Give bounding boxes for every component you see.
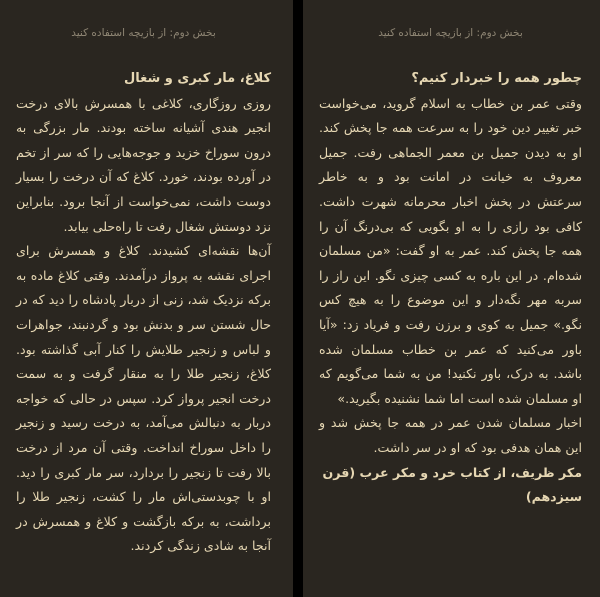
story-paragraph: آن‌ها نقشه‌ای کشیدند. کلاغ و همسرش برای اجرای نقشه به پرواز درآمدند. وقتی کلاغ ماده به برکه نزدیک شد، زنی از دربار پادشاه را دید که در حال شستن سر و بدنش بود و گردنبند، جواهرات و لباس و زنجیر طلایش را کنار آبی گذاشته بود. کلاغ، زنجیر طلا را به منقار گرفت و به سمت درخت انجیر پرواز کرد. سپس در حالی که خواجه دربار به دنبالش می‌آمد، به درخت رسید و زنجیر را داخل سوراخ انداخت. وقتی آن مرد از درخت بالا رفت تا زنجیر را بردارد، سر مار کبری را دید. او با چوبدستی‌اش مار را کشت، زنجیر طلا را برداشت، به برکه بازگشت و کلاغ و همسرش در آنجا به شادی زندگی کردند. (16, 243, 271, 554)
story-paragraph: وقتی عمر بن خطاب به اسلام گروید، می‌خواست خبر تغییر دین خود را به سرعت همه جا پخش کند. او به دیدن جمیل بن معمر الجماهی رفت. جمیل معروف به خیانت در امانت بود و به خاطر سرعتش در پخش اخبار محرمانه شهرت داشت. کافی بود رازی را به او بگویی که بی‌درنگ آن را همه جا پخش کند. عمر به او گفت: «من مسلمان شده‌ام. در این باره به کسی چیزی نگو. این راز را سربه مهر نگه‌دار و این موضوع را به هیچ کس نگو.» جمیل به کوی و برزن رفت و فریاد زد: «آیا باور می‌کنید که عمر بن خطاب مسلمان شده باشد. به درک، باور نکنید! من به شما می‌گویم که او مسلمان شده است اما شما نشنیده بگیرید.» (319, 95, 582, 406)
story-title: چطور همه را خبردار کنیم؟ (411, 71, 582, 86)
story-paragraph: روزی روزگاری، کلاغی با همسرش بالای درخت انجیر هندی آشیانه ساخته بودند. مار بزرگی به درون سوراخ خزید و جوجه‌هایی را که سر از تخم در آورده بودند، خورد. کلاغ که آن درخت را بسیار دوست داشت، نمی‌خواست از آنجا برود. بنابراین نزد دوستش شغال رفت تا راه‌حلی بیابد. (16, 95, 271, 234)
left-page[interactable] (0, 0, 293, 597)
right-page[interactable] (303, 0, 600, 597)
story-source: مکر ظریف، از کتاب خرد و مکر عرب (قرن سیزدهم) (322, 464, 582, 505)
page-header: بخش دوم: از بازیچه استفاده کنید (71, 27, 216, 39)
story-title: کلاغ، مار کبری و شغال (124, 71, 271, 86)
page-header: بخش دوم: از بازیچه استفاده کنید (378, 27, 523, 39)
story-paragraph: اخبار مسلمان شدن عمر در همه جا پخش شد و این همان هدفی بود که او در سر داشت. (319, 415, 582, 455)
